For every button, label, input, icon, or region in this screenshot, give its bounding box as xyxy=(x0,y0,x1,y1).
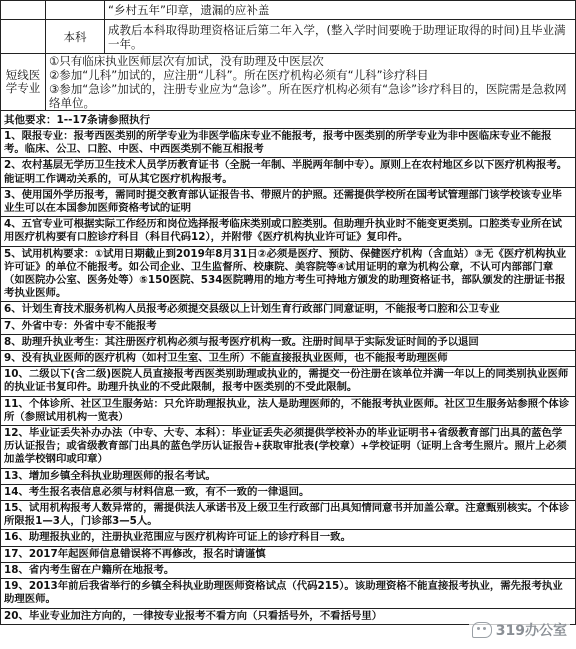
table-row xyxy=(1,217,576,246)
table-row xyxy=(1,246,576,302)
requirement-item: 13、增加乡镇全科执业助理医师的报名考试。 xyxy=(1,468,576,484)
watermark-text: 319办公室 xyxy=(495,623,567,639)
requirement-item: 11、个体诊所、社区卫生服务站：只允许助理报执业，法人是助理医师的，不能报考执业医师。社区卫生服务站参照个体诊所（参照试用机构一览表） xyxy=(1,396,576,425)
requirement-item: 8、助理升执业考生：其注册医疗机构必须与报考医疗机构一致。注册时间早于实际发证时间的予以退回 xyxy=(1,334,576,350)
table-row xyxy=(1,426,576,469)
requirement-item: 2、农村基层无学历卫生技术人员学历教育证书（全脱一年制、半脱两年制中专）。原则上在农村地区乡以下医疗机构报考。能证明工作调动关系的，可从其它医疗机构报考。 xyxy=(1,158,576,187)
table-cell xyxy=(1,20,46,54)
table-cell xyxy=(46,1,105,20)
table-row xyxy=(1,351,576,367)
table-row xyxy=(1,334,576,350)
table-cell: “乡村五年”印章，遗漏的应补盖 xyxy=(105,1,576,20)
table-row xyxy=(1,302,576,318)
table-row xyxy=(1,484,576,500)
degree-text: 成教后本科取得助理资格证后第二年入学，(整入学时间要晚于助理证取得的时间)且毕业满一年。 xyxy=(105,20,576,54)
requirement-item: 18、省内考生留在户籍所在地报考。 xyxy=(1,562,576,578)
requirement-item: 19、2013年前后我省举行的乡镇全科执业助理医师资格试点（代码215）。该助理资格不能直接报考执业，需先报考执业助理医师。 xyxy=(1,579,576,608)
requirement-item: 14、考生报名表信息必须与材料信息一致，有不一致的一律退回。 xyxy=(1,484,576,500)
table-row xyxy=(1,367,576,396)
requirement-item: 6、计划生育技术服务机构人员报考必须提交县级以上计划生育行政部门同意证明，不能报考口腔和公卫专业 xyxy=(1,302,576,318)
table-row xyxy=(1,562,576,578)
table-row xyxy=(1,546,576,562)
wechat-icon xyxy=(472,622,492,638)
table-row xyxy=(1,318,576,334)
degree-label: 本科 xyxy=(46,20,105,54)
requirement-item: 4、五官专业可根据实际工作经历和岗位选择报考临床类别或口腔类别。但助理升执业时不能变更类别。口腔类专业所在试用医疗机构要有口腔诊疗科目（科目代码12），并附带《医疗机构执业许可证》复印件。 xyxy=(1,217,576,246)
table-row xyxy=(1,20,576,54)
table-row xyxy=(1,158,576,187)
requirement-item: 20、毕业专业加注方向的，一律按专业报考不看方向（只看括号外，不看括号里） xyxy=(1,608,576,624)
table-row xyxy=(1,54,576,111)
requirement-item: 1、限报专业：报考西医类别的所学专业为非医学临床专业不能报考，报考中医类别的所学专业为非中医临床专业不能报考。临床、公卫、口腔、中医、中西医类别不能互相报考 xyxy=(1,129,576,158)
table-row xyxy=(1,501,576,530)
short-course-notes xyxy=(46,54,576,111)
requirements-heading-row xyxy=(1,111,576,129)
requirement-item: 10、二级以下(含二级)医院人员直接报考西医类别助理或执业的，需提交一份注册在该单位并满一年以上的同类别执业医师的执业证书复印件。助理升执业的不受此限制，报考中医类别的不受此限制。 xyxy=(1,367,576,396)
short-course-label: 短线医学专业 xyxy=(1,54,46,111)
table-row xyxy=(1,396,576,425)
requirements-heading: 其他要求：1--17条请参照执行 xyxy=(1,111,576,129)
watermark xyxy=(469,619,570,641)
table-row xyxy=(1,530,576,546)
requirement-item: 3、使用国外学历报考，需同时提交教育部认证报告书、带照片的护照。还需提供学校所在国考试管理部门该学校该专业毕业生可以在本国参加医师资格考试的证明 xyxy=(1,187,576,216)
requirement-item: 16、助理报执业的，注册执业范围应与医疗机构许可证上的诊疗科目一致。 xyxy=(1,530,576,546)
table-row xyxy=(1,129,576,158)
requirement-item: 5、试用机构要求：①试用日期截止到2019年8月31日②必须是医疗、预防、保健医疗机构（含血站）③无《医疗机构执业许可证》的单位不能报考。如公司企业、卫生监督所、校康院、美容院等④试用证明的章为机构公章，不认可内部部门章（如医院办公室、医务处等）⑤150医院、534医院聘用的地方考生可持地方颁发的助理资格证书，部队颁发的注册证书报考执业医师。 xyxy=(1,246,576,302)
table-row xyxy=(1,1,576,20)
requirement-item: 9、没有执业医师的医疗机构（如村卫生室、卫生所）不能直接报执业医师，也不能报考助理医师 xyxy=(1,351,576,367)
table-cell xyxy=(1,1,46,20)
short-course-line-3: ③参加“急诊”加试的，注册专业应为“急诊”。所在医疗机构必须有“急诊”诊疗科目的，医院需是急救网络单位。 xyxy=(49,82,567,110)
requirement-item: 7、外省中专：外省中专不能报考 xyxy=(1,318,576,334)
table-row xyxy=(1,579,576,608)
requirement-item: 12、毕业证丢失补办办法（中专、大专、本科）：毕业证丢失必须提供学校补办的毕业证明书+省级教育部门出具的蓝色学历认证报告；或省级教育部门出具的蓝色学历认证报告+获取审批表(学校章）+学校证明（证明上含考生照片。照片上必须加盖学校钢印或印章） xyxy=(1,426,576,469)
short-course-line-1: ①只有临床执业医师层次有加试，没有助理及中医层次 xyxy=(49,54,324,68)
requirement-item: 15、试用机构报考人数异常的，需提供法人承诺书及上级卫生行政部门出具知情同意书并加盖公章。注意甄别核实。个体诊所限报1—3人，门诊部3—5人。 xyxy=(1,501,576,530)
short-course-line-2: ②参加“儿科”加试的，应注册“儿科”。所在医疗机构必须有“儿科”诊疗科目 xyxy=(49,68,429,82)
table-row xyxy=(1,187,576,216)
requirement-item: 17、2017年起医师信息错误将不再修改，报名时请谨慎 xyxy=(1,546,576,562)
table-row xyxy=(1,468,576,484)
